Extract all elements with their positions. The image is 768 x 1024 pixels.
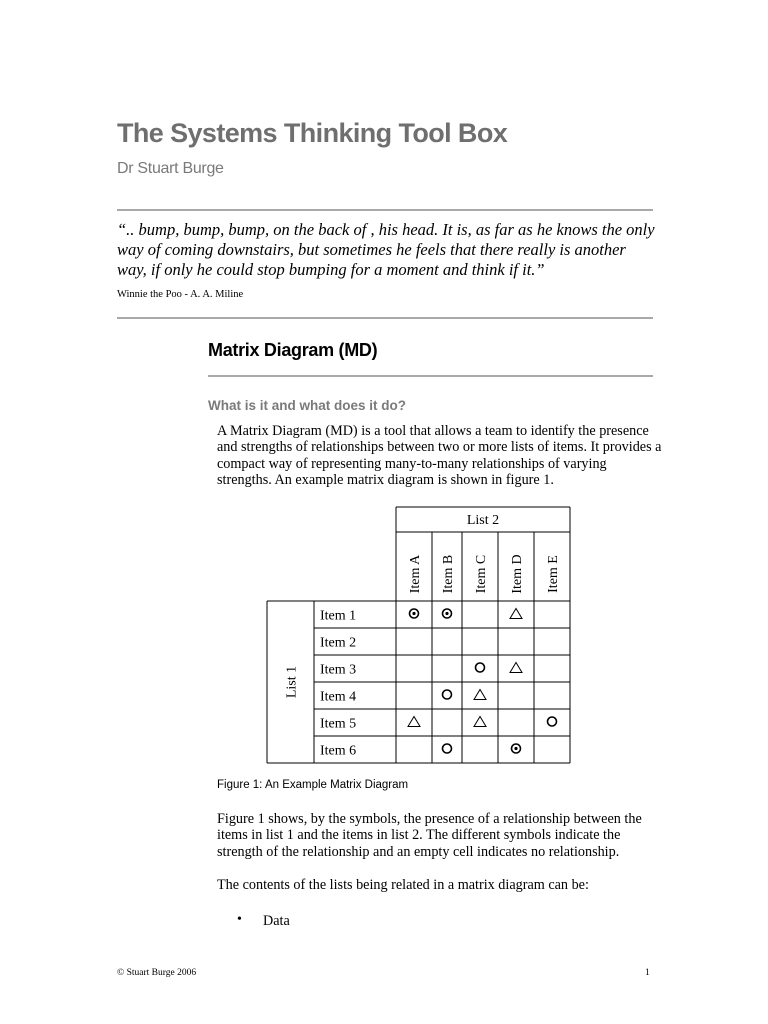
row-label: Item 1 [320,608,357,624]
strong-relationship-dot [412,612,415,615]
section-heading: Matrix Diagram (MD) [208,340,378,360]
list-contents-paragraph: The contents of the lists being related in a matrix diagram can be: [217,877,589,893]
column-label: Item C [474,554,489,594]
medium-relationship-symbol [443,744,452,753]
medium-relationship-symbol [548,717,557,726]
document-author: Dr Stuart Burge [117,160,224,177]
column-label: Item B [441,554,456,594]
document-title: The Systems Thinking Tool Box [117,118,508,148]
figure-explanation-paragraph: Figure 1 shows, by the symbols, the presence of a relationship between the items in list 1 and the items in list 2. The different symbols indicate the strength of the relationship and an empty cell indicates no relationship. [217,811,642,860]
footer-copyright: © Stuart Burge 2006 [117,968,197,978]
bullet-item: Data [263,913,290,929]
weak-relationship-symbol [510,663,522,673]
subsection-heading: What is it and what does it do? [208,398,406,413]
medium-relationship-symbol [443,690,452,699]
column-label: Item A [408,554,423,594]
row-label: Item 2 [320,635,357,651]
strong-relationship-dot [514,747,517,750]
weak-relationship-symbol [408,717,420,727]
weak-relationship-symbol [510,609,522,619]
bullet-marker: • [237,912,242,927]
epigraph-quote: “.. bump, bump, bump, on the back of , his head. It is, as far as he knows the only way of coming downstairs, but sometimes he feels that there really is another way, if only he could stop bumping for a moment and think if it.” [117,220,655,279]
row-label: Item 3 [320,662,357,678]
row-label: Item 4 [320,689,357,705]
intro-paragraph: A Matrix Diagram (MD) is a tool that allows a team to identify the presence and strengths of relationships between two or more lists of items. It provides a compact way of representing many-to-many relationships of varying strengths. An example matrix diagram is shown in figure 1. [217,423,662,488]
figure-caption: Figure 1: An Example Matrix Diagram [217,779,409,791]
medium-relationship-symbol [476,663,485,672]
epigraph-attribution: Winnie the Poo - A. A. Miline [117,289,244,300]
column-label: Item E [546,555,561,593]
row-label: Item 5 [320,716,357,732]
list-1-label: List 1 [284,665,300,699]
weak-relationship-symbol [474,690,486,700]
column-label: Item D [510,554,525,594]
strong-relationship-dot [445,612,448,615]
list-2-label: List 2 [466,513,500,528]
weak-relationship-symbol [474,717,486,727]
footer-page-number: 1 [645,968,650,978]
row-label: Item 6 [320,743,357,759]
